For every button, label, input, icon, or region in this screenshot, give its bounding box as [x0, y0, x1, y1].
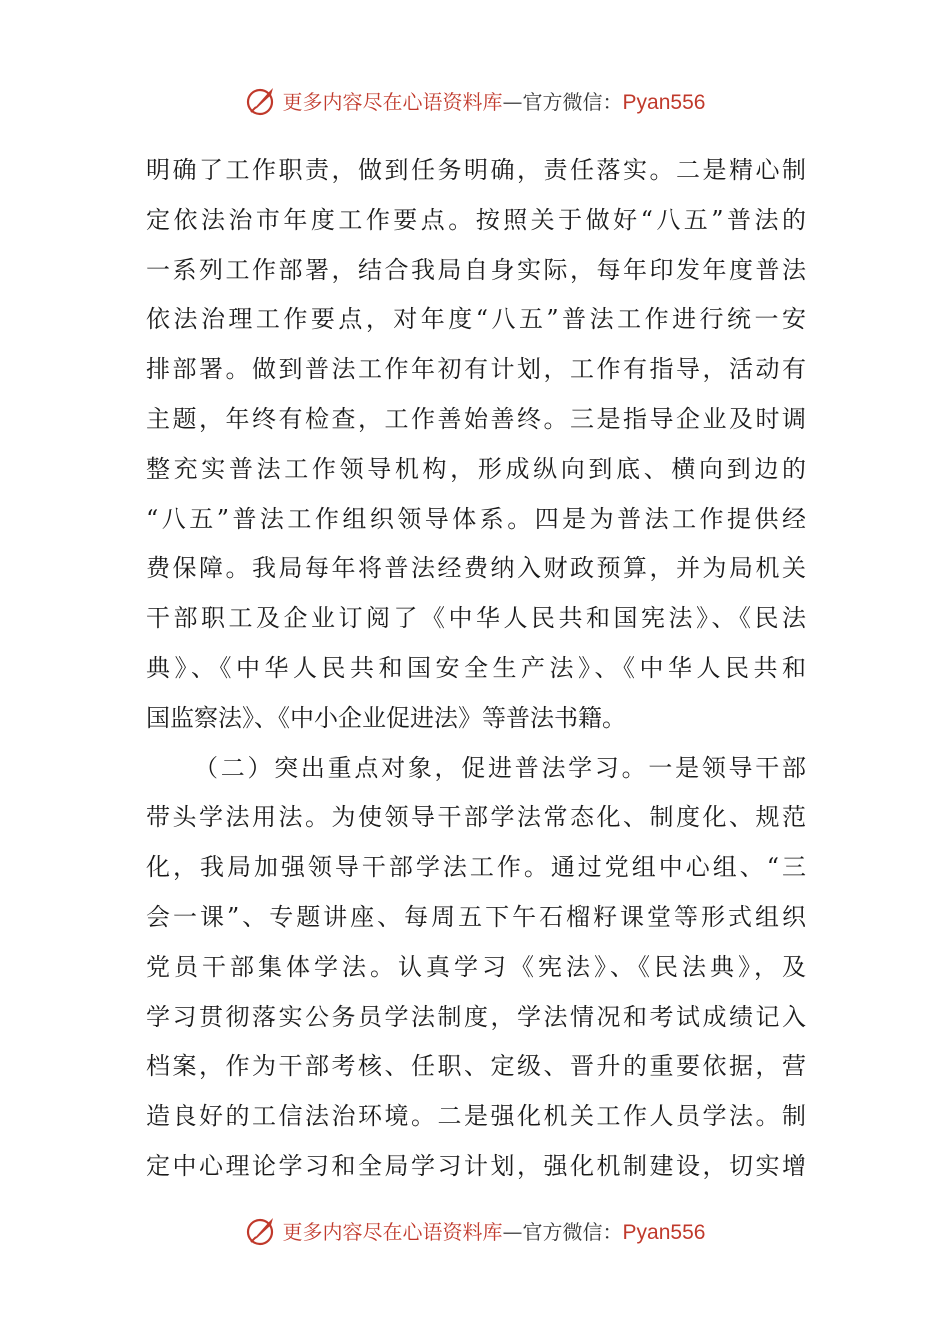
text-line: 干部职工及企业订阅了《中华人民共和国宪法》、《民法 — [146, 604, 806, 633]
text-line: 整充实普法工作领导机构，形成纵向到底、横向到边的 — [146, 454, 806, 483]
banner-tagline: 更多内容尽在心语资料库 — [282, 1219, 503, 1244]
text-line: 定中心理论学习和全局学习计划，强化机制建设，切实增 — [146, 1151, 806, 1180]
text-line: 一系列工作部署，结合我局自身实际，每年印发年度普法 — [146, 255, 806, 284]
text-line: 造良好的工信法治环境。二是强化机关工作人员学法。制 — [146, 1102, 806, 1131]
footer-banner — [0, 1210, 950, 1250]
text-line: 党员干部集体学法。认真学习《宪法》、《民法典》，及 — [146, 952, 806, 981]
text-line: 化，我局加强领导干部学法工作。通过党组中心组、“三 — [146, 853, 806, 882]
banner-wechat-id: Pyan556 — [622, 1220, 706, 1244]
section-heading-line: （二）突出重点对象，促进普法学习。一是领导干部 — [194, 753, 806, 782]
header-banner — [0, 80, 950, 120]
text-line: 明确了工作职责，做到任务明确，责任落实。二是精心制 — [146, 156, 806, 184]
banner-dash: — — [502, 1219, 523, 1244]
text-line: 定依法治市年度工作要点。按照关于做好“八五”普法的 — [146, 205, 806, 234]
banner-tagline: 更多内容尽在心语资料库 — [282, 89, 503, 114]
banner-wechat-label: 官方微信： — [522, 89, 623, 114]
quill-logo-icon — [245, 83, 279, 117]
quill-logo-icon — [245, 1213, 279, 1247]
text-line: “八五”普法工作组织领导体系。四是为普法工作提供经 — [146, 504, 806, 533]
text-line: 典》、《中华人民共和国安全生产法》、《中华人民共和 — [146, 653, 806, 682]
text-line: 费保障。我局每年将普法经费纳入财政预算，并为局机关 — [146, 554, 806, 583]
banner-dash: — — [502, 89, 523, 114]
text-line: 主题，年终有检查，工作善始善终。三是指导企业及时调 — [146, 404, 806, 433]
text-line: 会一课”、专题讲座、每周五下午石榴籽课堂等形式组织 — [146, 902, 806, 931]
text-line: 档案，作为干部考核、任职、定级、晋升的重要依据，营 — [146, 1052, 806, 1081]
banner-wechat-id: Pyan556 — [622, 90, 706, 114]
text-line: 学习贯彻落实公务员学法制度，学法情况和考试成绩记入 — [146, 1002, 806, 1031]
banner-wechat-label: 官方微信： — [522, 1219, 623, 1244]
text-line: 排部署。做到普法工作年初有计划，工作有指导，活动有 — [146, 355, 806, 384]
text-line: 依法治理工作要点，对年度“八五”普法工作进行统一安 — [146, 305, 806, 334]
text-line: 国监察法》、《中小企业促进法》等普法书籍。 — [146, 703, 626, 732]
text-line: 带头学法用法。为使领导干部学法常态化、制度化、规范 — [146, 803, 806, 832]
document-body — [146, 146, 806, 1192]
